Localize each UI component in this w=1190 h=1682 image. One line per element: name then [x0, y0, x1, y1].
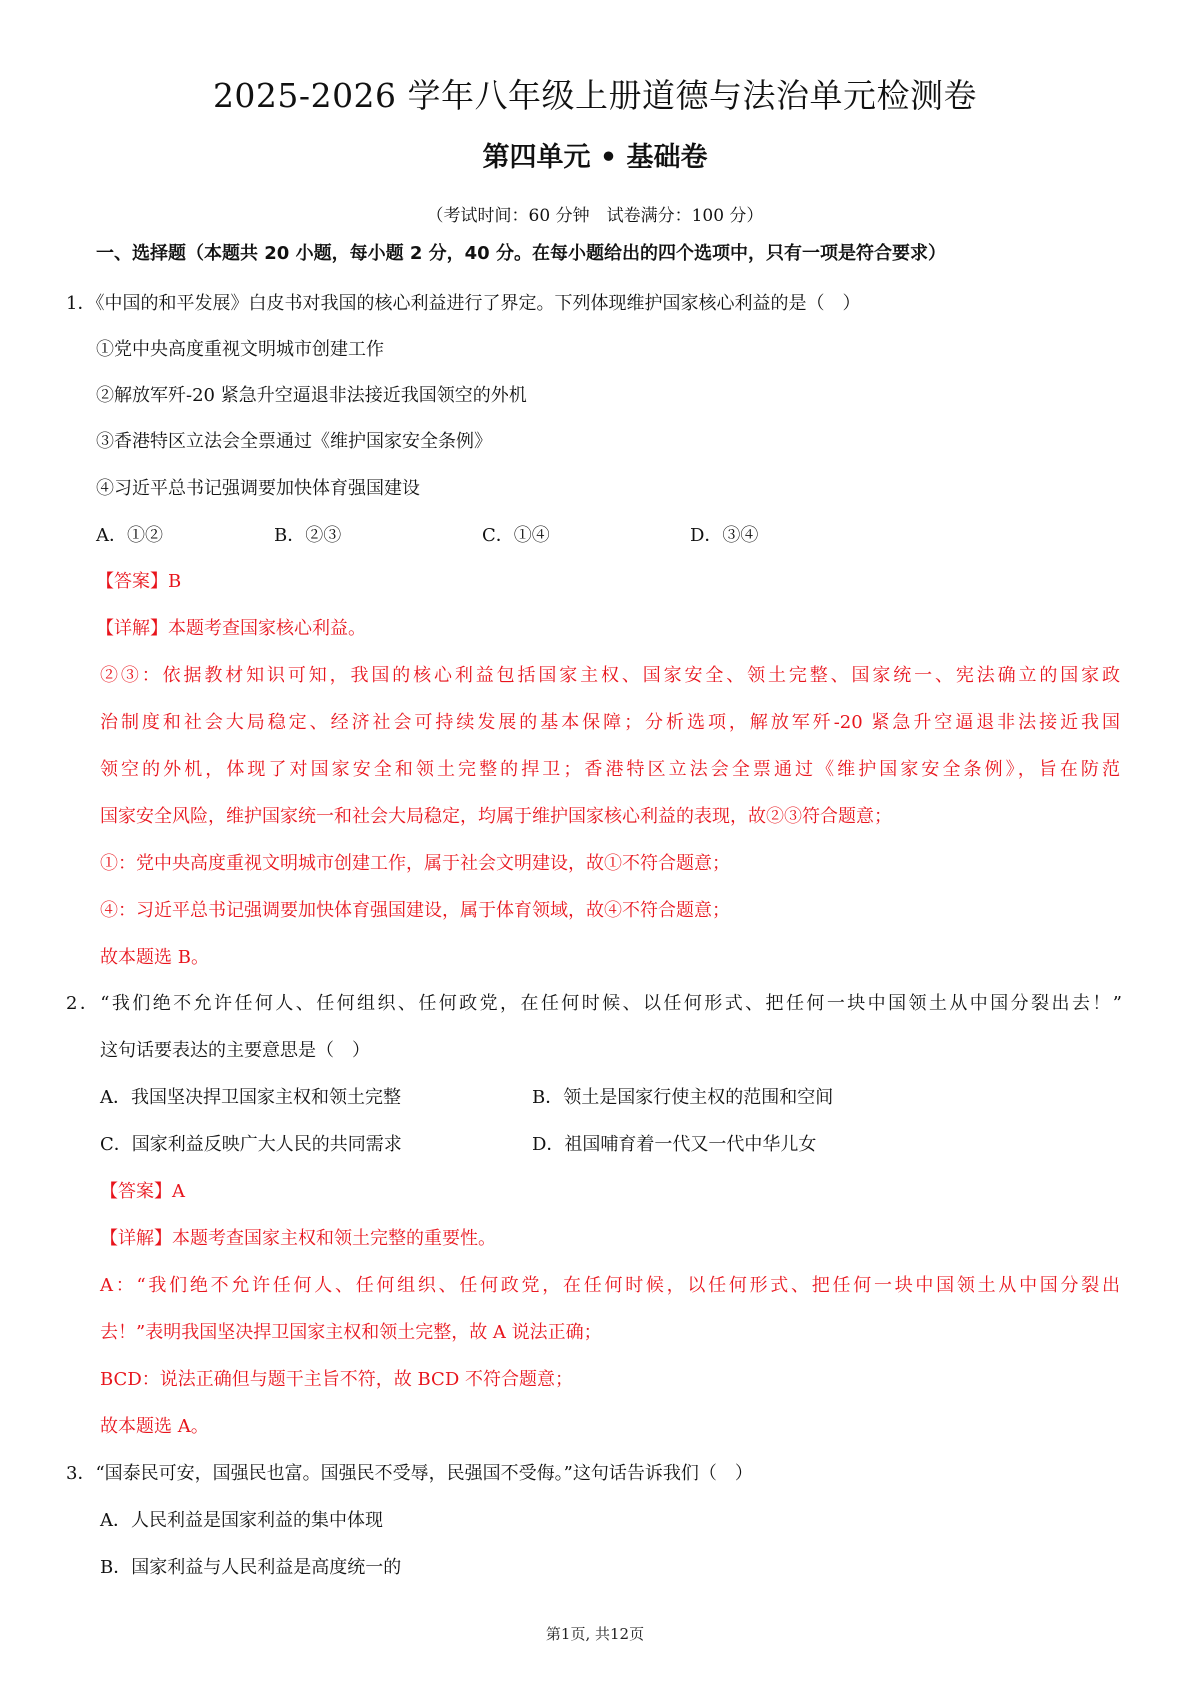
q1-answer: 【答案】B — [96, 571, 182, 592]
q1-explanation-1: ②③：依据教材知识可知，我国的核心利益包括国家主权、国家安全、领土完整、国家统一、宪法确立的国家政 — [100, 665, 1120, 686]
q3-option-a: A．人民利益是国家利益的集中体现 — [100, 1510, 383, 1531]
q2-conclusion: 故本题选 A。 — [100, 1416, 209, 1437]
q2-option-a: A．我国坚决捍卫国家主权和领土完整 — [100, 1087, 401, 1108]
exam-info: （考试时间：60 分钟 试卷满分：100 分） — [426, 206, 764, 226]
q1-explanation-3: 领空的外机，体现了对国家安全和领土完整的捍卫；香港特区立法会全票通过《维护国家安全条例》，旨在防范 — [100, 759, 1120, 780]
section-heading: 一、选择题（本题共 20 小题，每小题 2 分，40 分。在每小题给出的四个选项中，只有一项是符合要求） — [96, 243, 946, 264]
q2-detail: 【详解】本题考查国家主权和领土完整的重要性。 — [100, 1228, 496, 1249]
q1-explanation-2: 治制度和社会大局稳定、经济社会可持续发展的基本保障；分析选项，解放军歼-20 紧急升空逼退非法接近我国 — [100, 712, 1120, 733]
q1-explanation-4: 国家安全风险，维护国家统一和社会大局稳定，均属于维护国家核心利益的表现，故②③符合题意； — [100, 806, 892, 827]
q1-detail: 【详解】本题考查国家核心利益。 — [96, 618, 366, 639]
page-footer: 第1页, 共12页 — [545, 1625, 645, 1643]
q1-explanation-5: ①：党中央高度重视文明城市创建工作，属于社会文明建设，故①不符合题意； — [100, 853, 730, 874]
q2-option-b: B．领土是国家行使主权的范围和空间 — [532, 1087, 834, 1108]
q1-item-3: ③香港特区立法会全票通过《维护国家安全条例》 — [96, 431, 492, 452]
q1-option-d: D．③④ — [690, 525, 759, 546]
q2-stem-2: 这句话要表达的主要意思是（ ） — [100, 1040, 370, 1061]
q1-item-4: ④习近平总书记强调要加快体育强国建设 — [96, 478, 420, 499]
q3-stem: 3．“国泰民可安，国强民也富。国强民不受辱，民强国不受侮。”这句话告诉我们（ ） — [66, 1463, 753, 1484]
q2-explanation-3: BCD：说法正确但与题干主旨不符，故 BCD 不符合题意； — [100, 1369, 573, 1390]
q2-option-c: C．国家利益反映广大人民的共同需求 — [100, 1134, 402, 1155]
q2-stem-1: 2．“我们绝不允许任何人、任何组织、任何政党，在任何时候、以任何形式、把任何一块中国领土从中国分裂出去！” — [66, 993, 1122, 1014]
document-subtitle: 第四单元 • 基础卷 — [482, 142, 708, 173]
q1-option-b: B．②③ — [274, 525, 342, 546]
q3-option-b: B．国家利益与人民利益是高度统一的 — [100, 1557, 402, 1578]
q1-option-a: A．①② — [96, 525, 163, 546]
document-title: 2025-2026 学年八年级上册道德与法治单元检测卷 — [212, 76, 978, 115]
q1-stem: 1．《中国的和平发展》白皮书对我国的核心利益进行了界定。下列体现维护国家核心利益的是（ ） — [66, 293, 861, 314]
q2-explanation-2: 去！”表明我国坚决捍卫国家主权和领土完整，故 A 说法正确； — [100, 1322, 602, 1343]
q1-item-1: ①党中央高度重视文明城市创建工作 — [96, 339, 384, 360]
q2-option-d: D．祖国哺育着一代又一代中华儿女 — [532, 1134, 817, 1155]
q2-answer: 【答案】A — [100, 1181, 185, 1202]
q1-item-2: ②解放军歼-20 紧急升空逼退非法接近我国领空的外机 — [96, 385, 527, 406]
q2-explanation-1: A：“我们绝不允许任何人、任何组织、任何政党，在任何时候，以任何形式、把任何一块中国领土从中国分裂出 — [100, 1275, 1120, 1296]
q1-conclusion: 故本题选 B。 — [100, 947, 209, 968]
q1-explanation-6: ④：习近平总书记强调要加快体育强国建设，属于体育领域，故④不符合题意； — [100, 900, 730, 921]
q1-option-c: C．①④ — [482, 525, 550, 546]
